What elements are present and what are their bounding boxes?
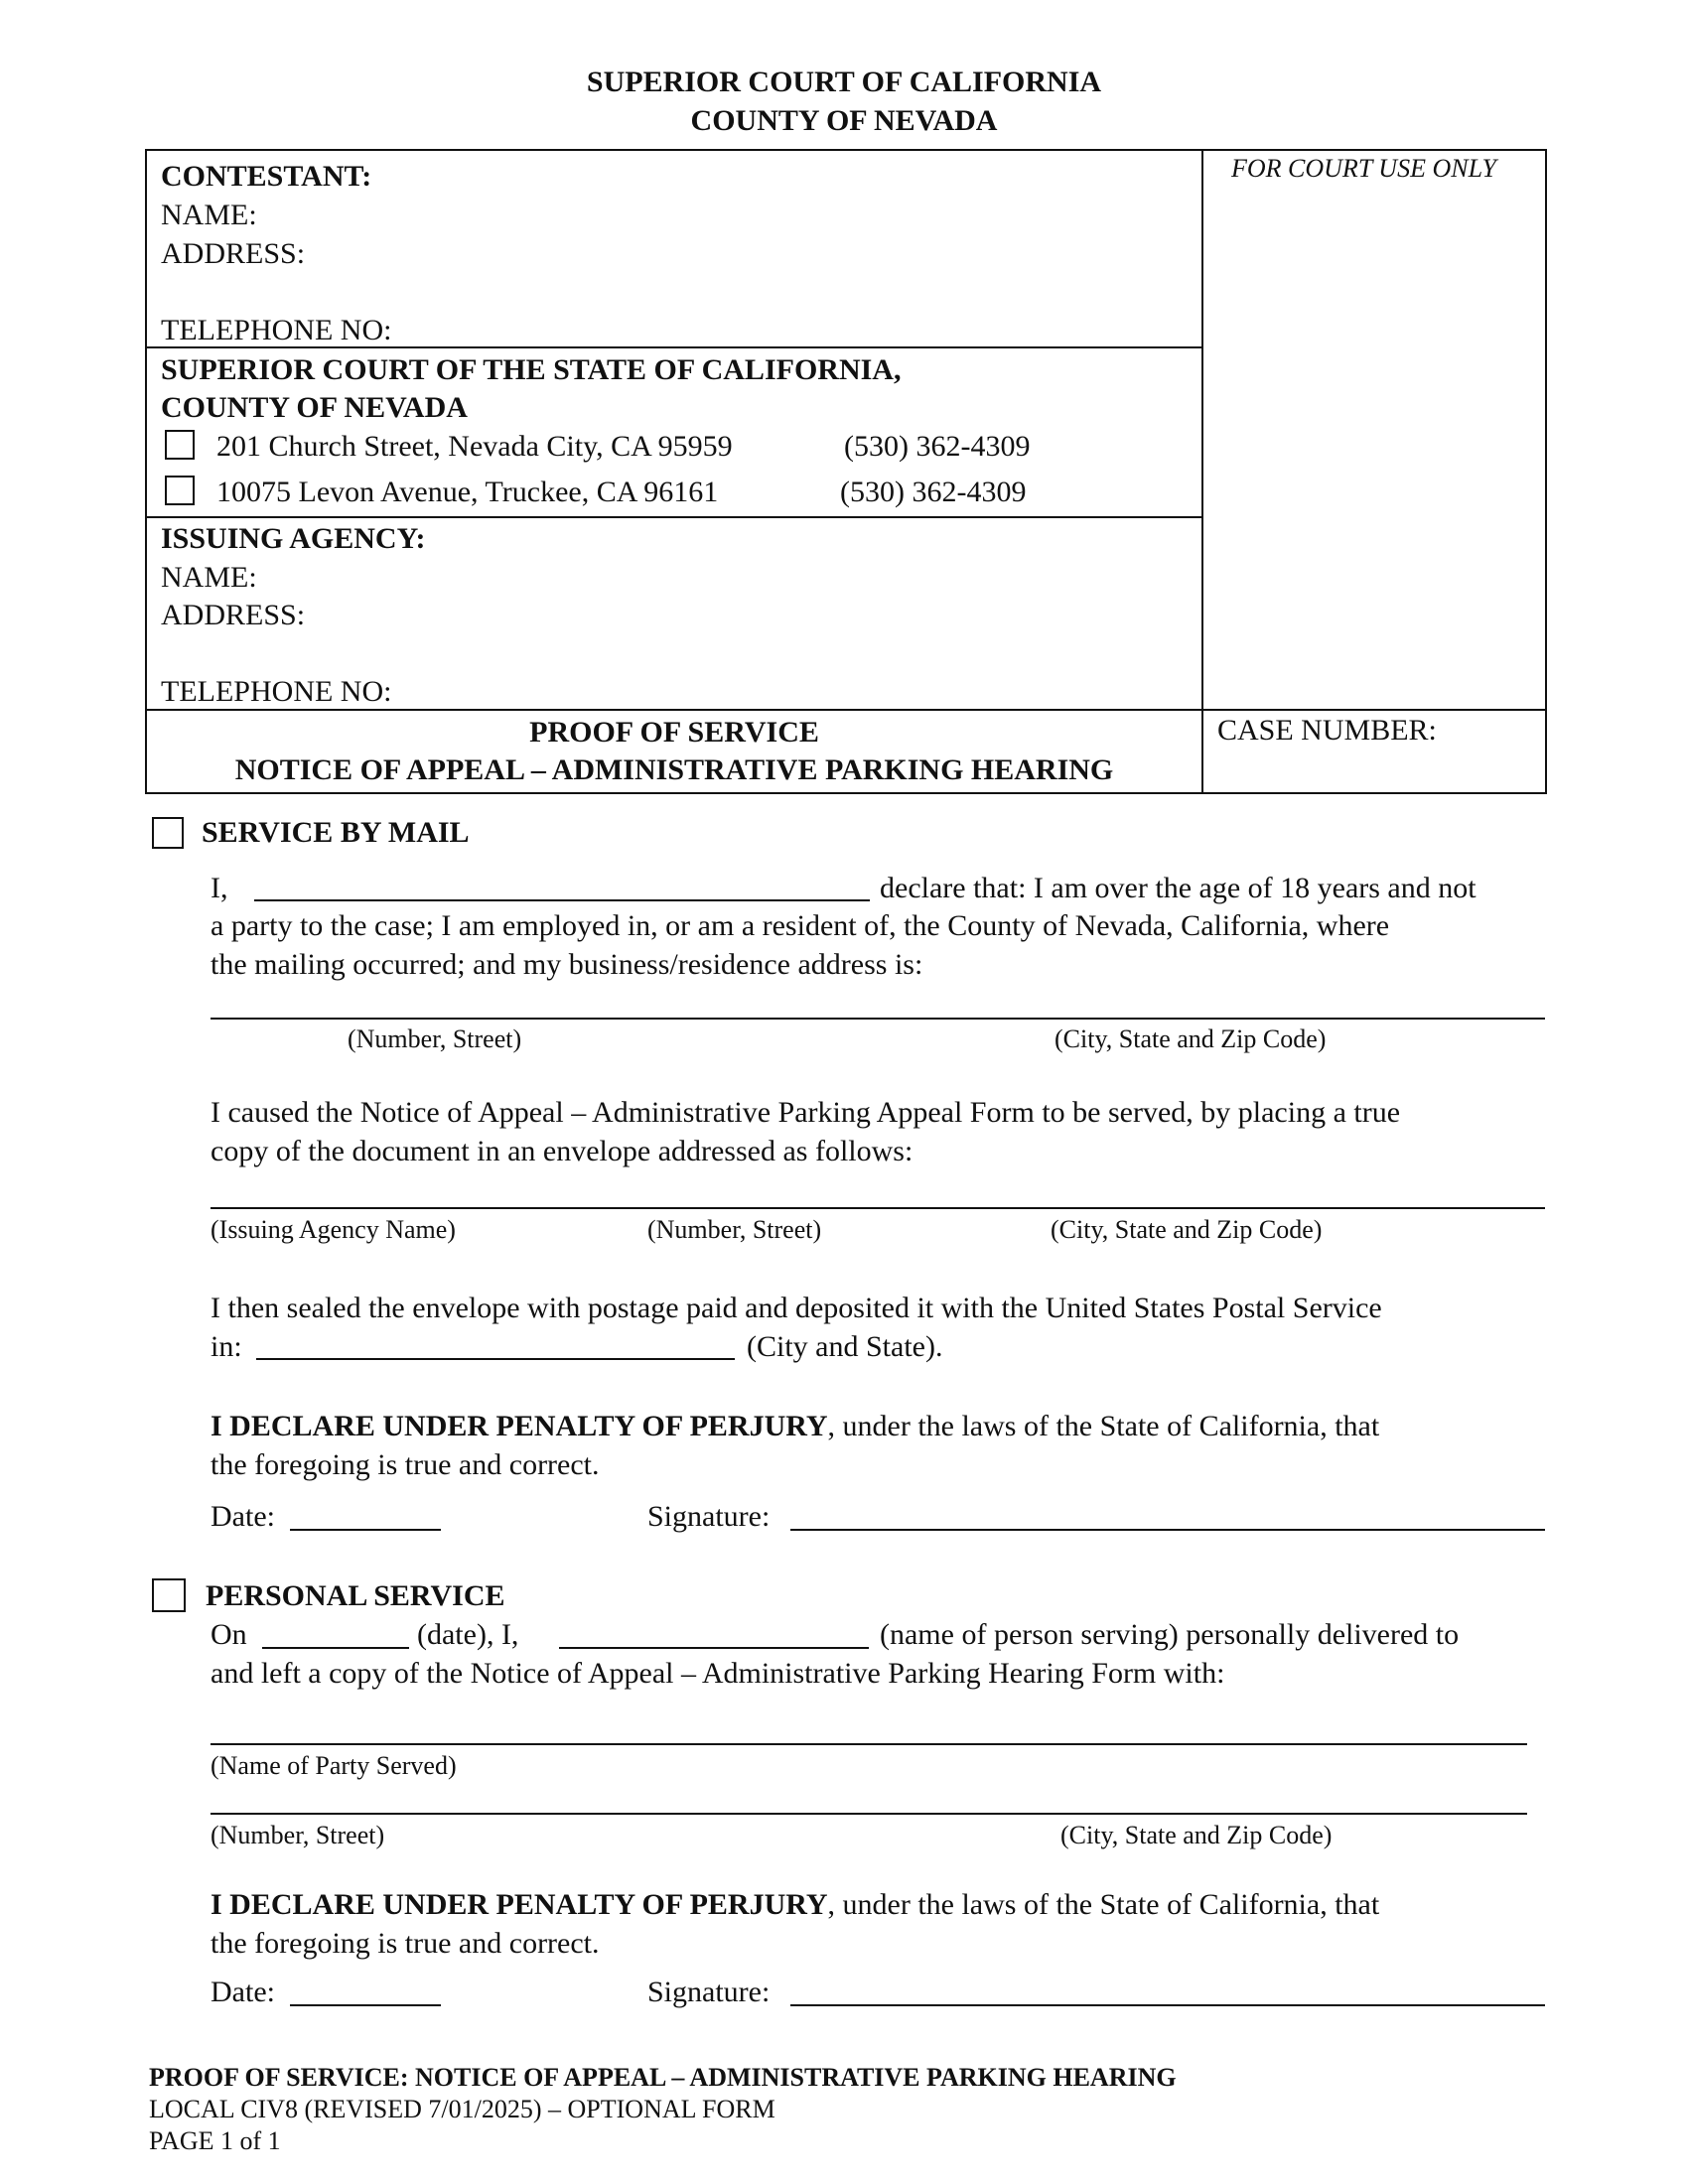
nevada-city-address: 201 Church Street, Nevada City, CA 95959 [216,430,733,463]
case-number-label: CASE NUMBER: [1217,714,1437,747]
mailing-text-line1: I then sealed the envelope with postage paid and deposited it with the United States Postal Service [211,1292,1382,1324]
declarant-street-caption: (Number, Street) [348,1024,522,1053]
agency-telephone-label: TELEPHONE NO: [161,675,392,708]
court-use-label: FOR COURT USE ONLY [1231,154,1496,183]
party-street-caption: (Number, Street) [211,1821,385,1849]
mailing-city-input[interactable] [256,1322,739,1360]
personal-line2: and left a copy of the Notice of Appeal – Administrative Parking Hearing Form with: [211,1657,1225,1690]
personal-date-label: Date: [211,1976,275,2008]
county-title: COUNTY OF NEVADA [690,104,998,137]
party-city-caption: (City, State and Zip Code) [1060,1821,1333,1849]
court-name-line1: SUPERIOR COURT OF THE STATE OF CALIFORNIA, [161,353,902,386]
envelope-text-line2: copy of the document in an envelope addressed as follows: [211,1135,914,1167]
agency-telephone-input[interactable] [422,672,1171,710]
footer-page-number: PAGE 1 of 1 [149,2126,281,2155]
mail-signature-label: Signature: [647,1500,771,1533]
agency-address-label: ADDRESS: [161,599,306,631]
personal-rest: (name of person serving) personally delivered to [880,1618,1460,1651]
personal-signature-input[interactable] [790,1968,1549,2005]
court-name-line2: COUNTY OF NEVADA [161,391,468,424]
personal-date-word: (date), I, [417,1618,519,1651]
mail-declare-rest: , under the laws of the State of California, that [827,1410,1380,1442]
personal-declare-line2: the foregoing is true and correct. [211,1927,600,1960]
contestant-name-label: NAME: [161,199,257,231]
mail-declare-line2: the foregoing is true and correct. [211,1448,600,1481]
contestant-address-input[interactable] [328,234,1171,272]
party-served-input[interactable] [211,1707,1531,1745]
declarant-name-input[interactable] [254,864,874,901]
agency-address-input[interactable] [328,596,1171,633]
mailing-suffix: (City and State). [747,1330,943,1363]
service-by-mail-heading: SERVICE BY MAIL [202,816,470,849]
agency-heading: ISSUING AGENCY: [161,522,426,555]
contestant-telephone-label: TELEPHONE NO: [161,314,392,346]
mail-date-input[interactable] [290,1492,445,1530]
form-title: PROOF OF SERVICE [529,716,819,749]
agency-name-input[interactable] [273,558,1171,596]
case-number-input[interactable] [1217,751,1539,788]
mail-signature-input[interactable] [790,1492,1549,1530]
nevada-city-phone: (530) 362-4309 [844,430,1031,463]
truckee-phone: (530) 362-4309 [840,476,1027,508]
envelope-street-caption: (Number, Street) [647,1215,822,1244]
personal-date-input[interactable] [262,1610,413,1648]
personal-service-heading: PERSONAL SERVICE [206,1579,505,1612]
declarant-prefix: I, [211,872,228,904]
court-use-box [1201,149,1547,711]
declarant-address-input[interactable] [211,983,1549,1021]
declarant-text-line3: the mailing occurred; and my business/residence address is: [211,948,923,981]
contestant-heading: CONTESTANT: [161,160,372,193]
personal-declare-bold: I DECLARE UNDER PENALTY OF PERJURY [211,1888,828,1921]
envelope-text-line1: I caused the Notice of Appeal – Administrative Parking Appeal Form to be served, by placing a true [211,1096,1401,1129]
contestant-telephone-input[interactable] [422,311,1171,348]
envelope-city-caption: (City, State and Zip Code) [1051,1215,1323,1244]
mail-declare-bold: I DECLARE UNDER PENALTY OF PERJURY [211,1410,828,1442]
mailing-prefix: in: [211,1330,242,1363]
envelope-address-input[interactable] [211,1172,1549,1210]
envelope-agency-caption: (Issuing Agency Name) [211,1215,456,1244]
personal-sign-date-input[interactable] [290,1968,445,2005]
form-subtitle: NOTICE OF APPEAL – ADMINISTRATIVE PARKING HEARING [234,753,1114,786]
personal-service-checkbox[interactable] [152,1578,186,1612]
declarant-text-line2: a party to the case; I am employed in, or am a resident of, the County of Nevada, California, where [211,909,1390,942]
personal-signature-label: Signature: [647,1976,771,2008]
declarant-text: declare that: I am over the age of 18 years and not [880,872,1477,904]
truckee-checkbox[interactable] [165,476,195,505]
nevada-city-checkbox[interactable] [165,430,195,460]
agency-name-label: NAME: [161,561,257,594]
footer-title: PROOF OF SERVICE: NOTICE OF APPEAL – ADMINISTRATIVE PARKING HEARING [149,2063,1177,2092]
declarant-city-caption: (City, State and Zip Code) [1055,1024,1327,1053]
contestant-address-label: ADDRESS: [161,237,306,270]
truckee-address: 10075 Levon Avenue, Truckee, CA 96161 [216,476,719,508]
mail-date-label: Date: [211,1500,275,1533]
party-address-input[interactable] [211,1777,1531,1815]
personal-server-input[interactable] [559,1610,873,1648]
personal-on: On [211,1618,247,1651]
court-title: SUPERIOR COURT OF CALIFORNIA [586,66,1102,98]
personal-declare-rest: , under the laws of the State of California, that [827,1888,1380,1921]
service-by-mail-checkbox[interactable] [152,817,184,849]
party-served-caption: (Name of Party Served) [211,1751,457,1780]
footer-form-id: LOCAL CIV8 (REVISED 7/01/2025) – OPTIONAL FORM [149,2095,775,2123]
contestant-name-input[interactable] [273,196,1171,233]
